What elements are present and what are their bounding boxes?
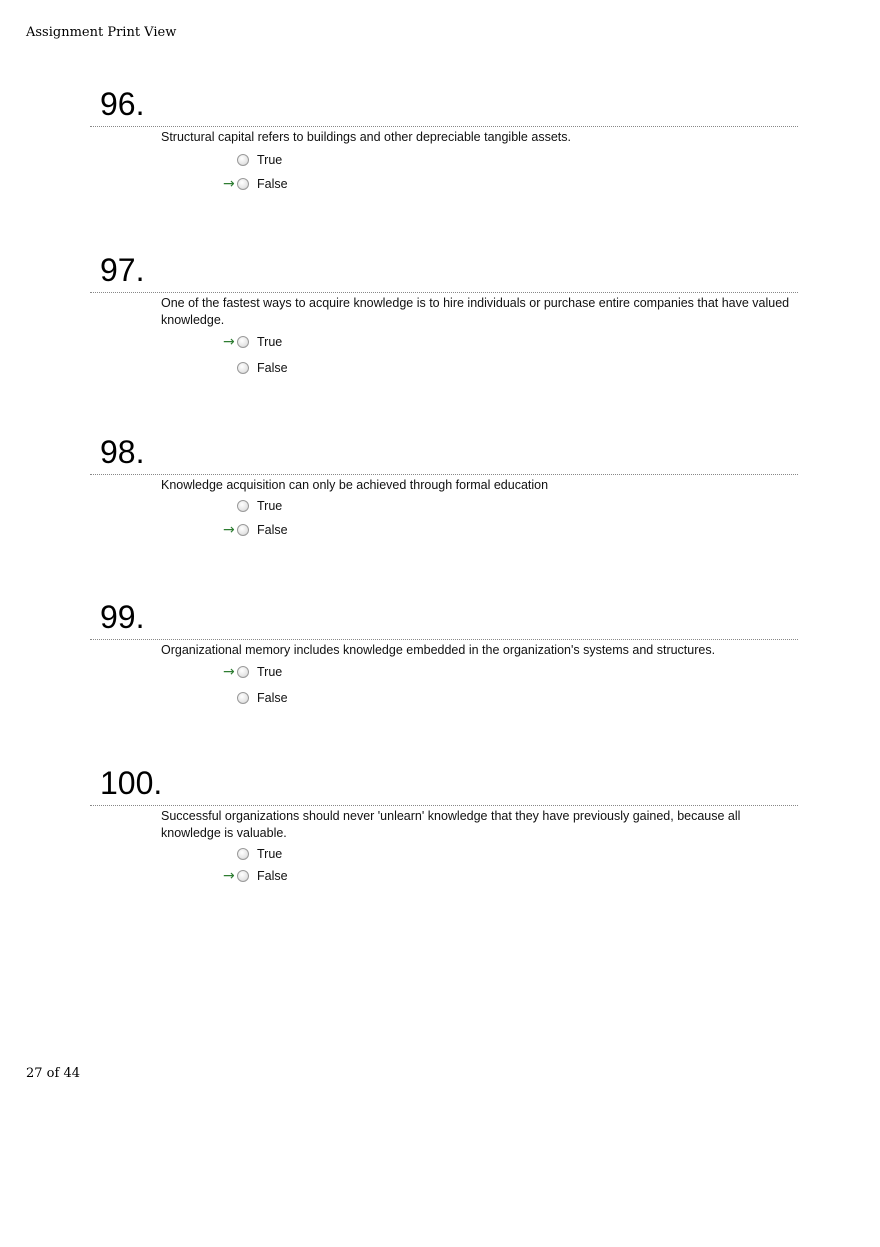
question-99	[90, 599, 798, 719]
radio-icon[interactable]	[237, 524, 249, 536]
radio-icon[interactable]	[237, 666, 249, 678]
page-header-title: Assignment Print View	[26, 25, 177, 40]
question-text: One of the fastest ways to acquire knowledge is to hire individuals or purchase entire companies that have valued knowledge.	[161, 296, 790, 327]
question-text: Successful organizations should never 'unlearn' knowledge that they have previously gained, because all knowledge is valuable.	[161, 809, 741, 840]
option-false[interactable]	[220, 867, 420, 885]
divider	[90, 805, 798, 806]
question-96	[90, 86, 798, 206]
right-arrow-icon: →	[223, 664, 235, 680]
option-false[interactable]	[220, 689, 420, 707]
option-label: False	[257, 691, 288, 705]
divider	[90, 126, 798, 127]
radio-icon[interactable]	[237, 178, 249, 190]
radio-icon[interactable]	[237, 154, 249, 166]
option-false[interactable]	[220, 521, 420, 539]
question-text: Structural capital refers to buildings and other depreciable tangible assets.	[161, 130, 571, 144]
right-arrow-icon: →	[223, 522, 235, 538]
option-label: True	[257, 847, 283, 861]
option-false[interactable]	[220, 359, 420, 377]
question-text: Organizational memory includes knowledge embedded in the organization's systems and structures.	[161, 643, 716, 657]
question-text: Knowledge acquisition can only be achieved through formal education	[161, 478, 549, 492]
question-number: 99.	[100, 599, 145, 635]
option-label: False	[257, 177, 288, 191]
question-number: 97.	[100, 252, 145, 288]
divider	[90, 292, 798, 293]
option-label: False	[257, 523, 288, 537]
question-number: 100.	[100, 765, 163, 801]
radio-icon[interactable]	[237, 848, 249, 860]
option-label: True	[257, 665, 283, 679]
radio-icon[interactable]	[237, 870, 249, 882]
option-true[interactable]	[220, 333, 420, 351]
right-arrow-icon: →	[223, 334, 235, 350]
option-true[interactable]	[220, 845, 420, 863]
radio-icon[interactable]	[237, 692, 249, 704]
option-false[interactable]	[220, 175, 420, 193]
radio-icon[interactable]	[237, 500, 249, 512]
option-true[interactable]	[220, 663, 420, 681]
page-counter: 27 of 44	[26, 1066, 80, 1081]
option-label: False	[257, 869, 288, 883]
option-label: True	[257, 499, 283, 513]
option-true[interactable]	[220, 497, 420, 515]
question-97	[90, 252, 798, 382]
option-label: True	[257, 335, 283, 349]
right-arrow-icon: →	[223, 868, 235, 884]
question-100	[90, 765, 798, 895]
option-true[interactable]	[220, 151, 420, 169]
question-number: 96.	[100, 86, 145, 122]
option-label: False	[257, 361, 288, 375]
question-98	[90, 434, 798, 554]
divider	[90, 474, 798, 475]
right-arrow-icon: →	[223, 176, 235, 192]
radio-icon[interactable]	[237, 336, 249, 348]
divider	[90, 639, 798, 640]
question-number: 98.	[100, 434, 145, 470]
radio-icon[interactable]	[237, 362, 249, 374]
option-label: True	[257, 153, 283, 167]
